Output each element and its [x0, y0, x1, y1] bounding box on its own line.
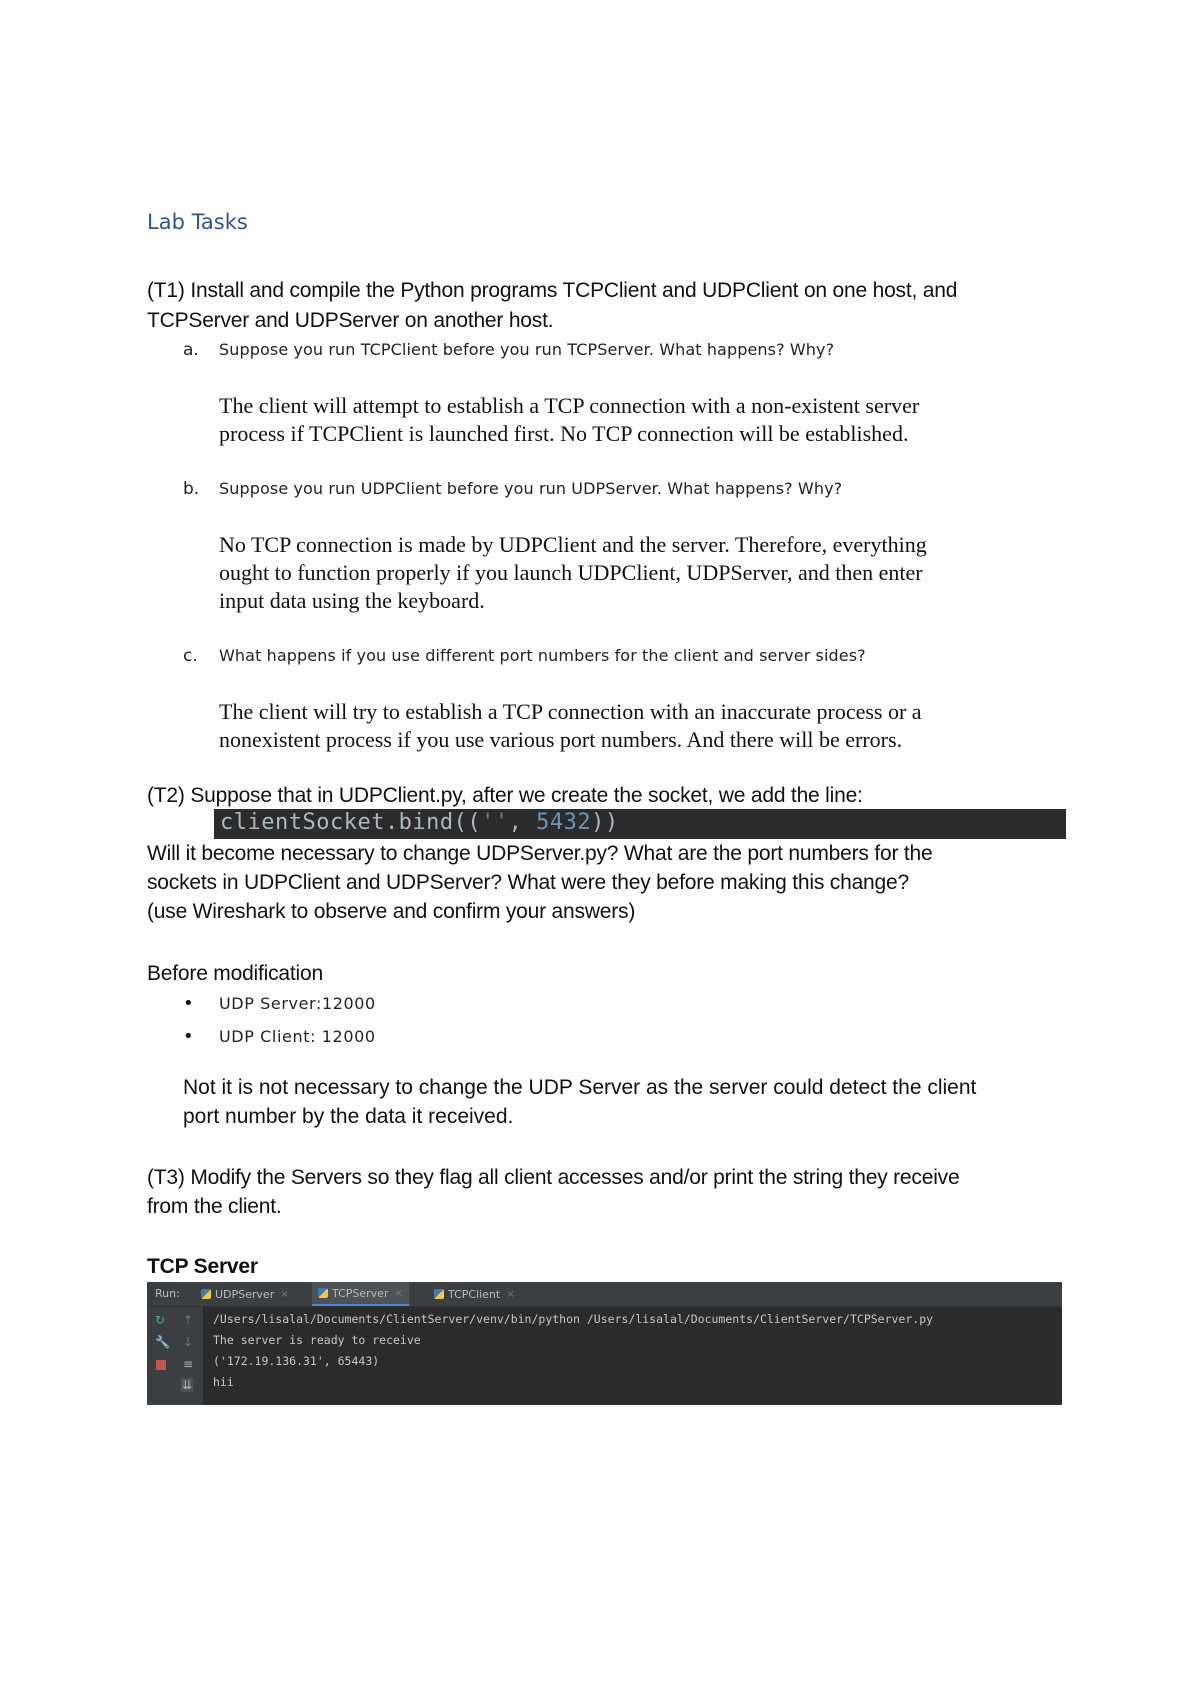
close-icon[interactable]: ×	[506, 1288, 515, 1300]
tab-tcpclient[interactable]	[428, 1282, 521, 1306]
task-t2-intro: (T2) Suppose that in UDPClient.py, after we create the socket, we add the line:	[147, 784, 863, 807]
bullet-dot: •	[183, 993, 194, 1014]
section-heading: Lab Tasks	[147, 210, 248, 234]
rerun-icon[interactable]: ↻	[155, 1313, 166, 1327]
run-console	[147, 1282, 1062, 1405]
code-suffix: ))	[591, 810, 619, 835]
bullet-dot: •	[183, 1026, 194, 1047]
question-b-marker: b.	[183, 479, 200, 499]
answer-b-line3: input data using the keyboard.	[219, 588, 485, 613]
tab-label: TCPServer	[332, 1286, 389, 1300]
tab-tcpserver[interactable]	[312, 1282, 409, 1306]
tcp-server-title: TCP Server	[147, 1255, 258, 1278]
close-icon[interactable]: ×	[394, 1287, 403, 1299]
close-icon[interactable]: ×	[280, 1288, 289, 1300]
code-port-number: 5432	[536, 810, 592, 835]
code-line	[220, 810, 619, 835]
python-icon	[318, 1288, 328, 1298]
console-output-line: hii	[213, 1375, 234, 1389]
arrow-down-icon[interactable]: ↓	[183, 1335, 194, 1349]
question-b-text: Suppose you run UDPClient before you run UDPServer. What happens? Why?	[219, 479, 843, 498]
arrow-up-icon[interactable]: ↑	[183, 1313, 194, 1327]
question-c-marker: c.	[183, 646, 198, 666]
tab-udpserver[interactable]	[195, 1282, 295, 1306]
task-t1-line2: TCPServer and UDPServer on another host.	[147, 309, 554, 332]
question-a-text: Suppose you run TCPClient before you run TCPServer. What happens? Why?	[219, 340, 835, 359]
note-line1: Not it is not necessary to change the UDP Server as the server could detect the client	[183, 1076, 977, 1099]
task-t2-line3: (use Wireshark to observe and confirm your answers)	[147, 900, 636, 923]
answer-b-line2: ought to function properly if you launch UDPClient, UDPServer, and then enter	[219, 560, 923, 585]
wrench-icon[interactable]: 🔧	[155, 1335, 170, 1349]
bullet-udp-server: UDP Server:12000	[219, 994, 376, 1013]
task-t3-line1: (T3) Modify the Servers so they flag all client accesses and/or print the string they receive	[147, 1166, 960, 1189]
answer-c-line1: The client will try to establish a TCP connection with an inaccurate process or a	[219, 699, 922, 724]
answer-a-line1: The client will attempt to establish a TCP connection with a non-existent server	[219, 393, 920, 418]
code-prefix: clientSocket.bind((	[220, 810, 482, 835]
answer-a-line2: process if TCPClient is launched first. No TCP connection will be established.	[219, 421, 909, 446]
note-line2: port number by the data it received.	[183, 1105, 514, 1128]
task-t2-line1: Will it become necessary to change UDPServer.py? What are the port numbers for the	[147, 842, 933, 865]
soft-wrap-icon[interactable]: ≡	[183, 1357, 194, 1371]
task-t3-line2: from the client.	[147, 1195, 282, 1218]
console-output-line: /Users/lisalal/Documents/ClientServer/venv/bin/python /Users/lisalal/Documents/ClientServer/TCPServer.py	[213, 1312, 934, 1326]
tab-label: UDPServer	[215, 1287, 275, 1301]
tab-label: TCPClient	[448, 1287, 501, 1301]
python-icon	[201, 1289, 211, 1299]
code-snippet	[214, 809, 1066, 839]
run-label: Run:	[155, 1287, 180, 1300]
answer-b-line1: No TCP connection is made by UDPClient and the server. Therefore, everything	[219, 532, 927, 557]
task-t2-line2: sockets in UDPClient and UDPServer? What were they before making this change?	[147, 871, 909, 894]
code-string: ''	[481, 810, 509, 835]
code-separator: ,	[508, 810, 537, 835]
question-c-text: What happens if you use different port numbers for the client and server sides?	[219, 646, 866, 665]
before-modification-title: Before modification	[147, 962, 323, 985]
answer-c-line2: nonexistent process if you use various port numbers. And there will be errors.	[219, 727, 903, 752]
console-output-line: ('172.19.136.31', 65443)	[213, 1354, 380, 1368]
question-a-marker: a.	[183, 340, 199, 360]
console-toolbar	[147, 1307, 203, 1405]
run-tab-bar	[147, 1282, 1062, 1307]
scroll-to-end-icon[interactable]: ⇊	[182, 1378, 193, 1392]
python-icon	[434, 1289, 444, 1299]
console-output-line: The server is ready to receive	[213, 1333, 421, 1347]
task-t1-line1: (T1) Install and compile the Python programs TCPClient and UDPClient on one host, and	[147, 279, 958, 302]
bullet-udp-client: UDP Client: 12000	[219, 1027, 376, 1046]
stop-icon[interactable]	[156, 1360, 166, 1370]
